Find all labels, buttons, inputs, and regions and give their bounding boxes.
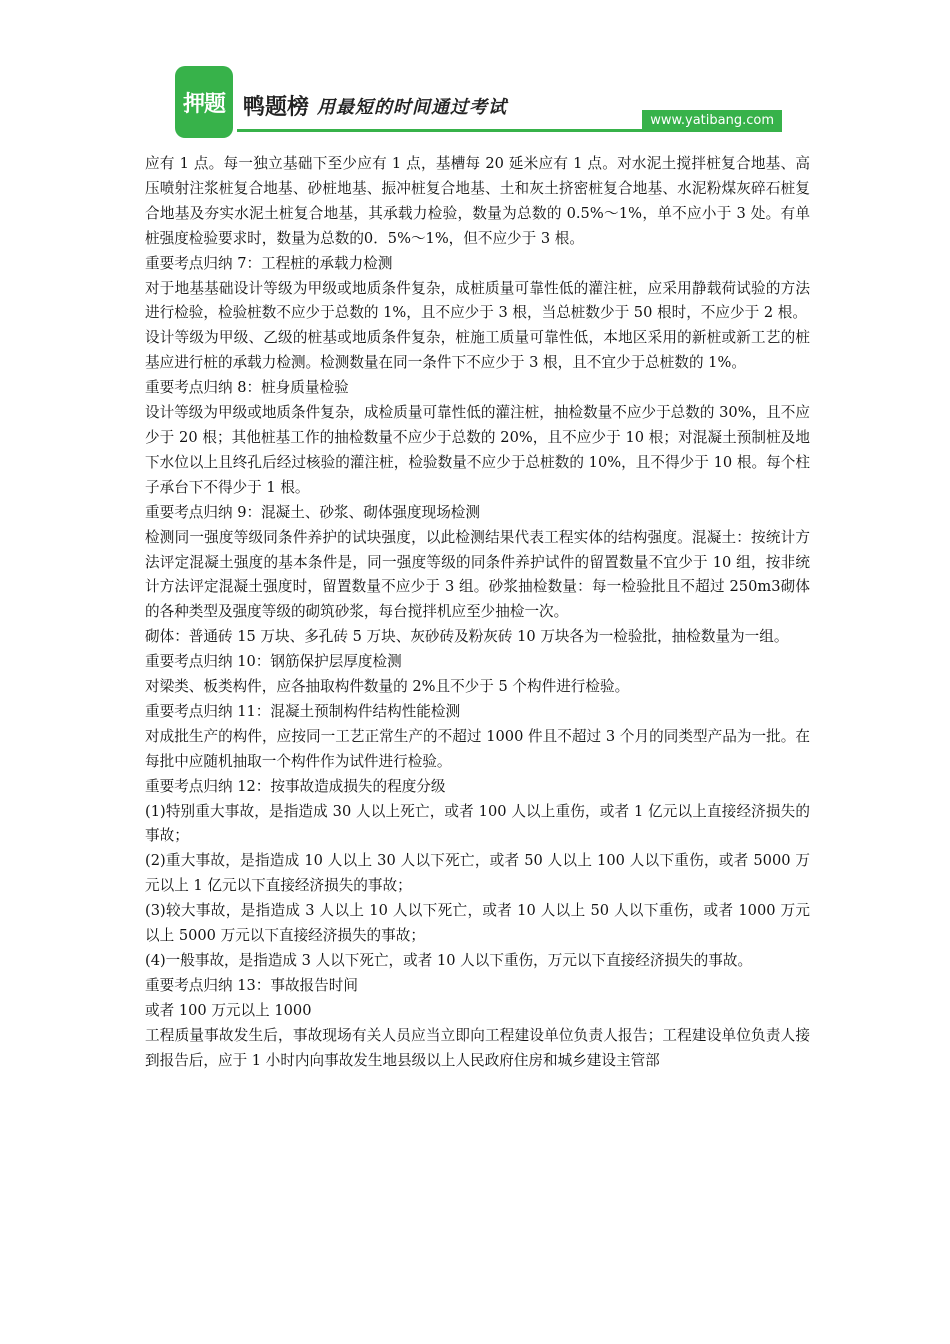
section-heading: 重要考点归纳 11：混凝土预制构件结构性能检测: [145, 702, 461, 720]
logo-text: 押题: [182, 91, 225, 117]
paragraph: 设计等级为甲级、乙级的桩基或地质条件复杂，桩施工质量可靠性低，本地区采用的新桩或新工艺的桩基应进行桩的承载力检测。检测数量在同一条件下不应少于 3 根，且不宜少于总桩数的 1%。: [145, 329, 810, 372]
page-header: [175, 66, 785, 140]
paragraph: 对于地基基础设计等级为甲级或地质条件复杂，成桩质量可靠性低的灌注桩，应采用静载荷试验的方法进行检验，检验桩数不应少于总数的 1%，且不应少于 3 根，当总桩数少于 50 根时，不应少于 2 根。: [145, 279, 810, 322]
paragraph: 砌体：普通砖 15 万块、多孔砖 5 万块、灰砂砖及粉灰砖 10 万块各为一检验批，抽检数量为一组。: [145, 628, 789, 646]
paragraph: 工程质量事故发生后，事故现场有关人员应当立即向工程建设单位负责人报告；工程建设单位负责人接到报告后，应于 1 小时内向事故发生地县级以上人民政府住房和城乡建设主管部: [145, 1026, 810, 1069]
section-heading: 重要考点归纳 9：混凝土、砂浆、砌体强度现场检测: [145, 503, 480, 521]
section-heading: 重要考点归纳 12：按事故造成损失的程度分级: [145, 777, 446, 795]
section-heading: 重要考点归纳 10：钢筋保护层厚度检测: [145, 653, 402, 671]
paragraph: 对成批生产的构件，应按同一工艺正常生产的不超过 1000 件且不超过 3 个月的同类型产品为一批。在每批中应随机抽取一个构件作为试件进行检验。: [145, 727, 810, 770]
paragraph: 对梁类、板类构件，应各抽取构件数量的 2%且不少于 5 个构件进行检验。: [145, 678, 630, 696]
paragraph: 或者 100 万元以上 1000: [145, 1001, 312, 1019]
brand-name: 鸭题榜: [243, 95, 310, 120]
paragraph: 设计等级为甲级或地质条件复杂，成检质量可靠性低的灌注桩，抽检数量不应少于总数的 30%，且不应少于 20 根；其他桩基工作的抽检数量不应少于总数的 20%，且不应少于 10 根；对混凝土预制桩及地下水位以上且终孔后经过核验的灌注桩，检验数量不应少于总桩数的 10%，且不得少于 10 根。每个柱子承台下不得少于 1 根。: [145, 404, 810, 496]
paragraph: 应有 1 点。每一独立基础下至少应有 1 点，基槽每 20 延米应有 1 点。对水泥土搅拌桩复合地基、高压喷射注浆桩复合地基、砂桩地基、振冲桩复合地基、土和灰土挤密桩复合地基、水泥粉煤灰碎石桩复合地基及夯实水泥土桩复合地基，其承载力检验，数量为总数的 0.5%～1%，单不应小于 3 处。有单桩强度检验要求时，数量为总数的0．5%～1%，但不应少于 3 根。: [145, 155, 810, 247]
paragraph: 检测同一强度等级同条件养护的试块强度，以此检测结果代表工程实体的结构强度。混凝土：按统计方法评定混凝土强度的基本条件是，同一强度等级的同条件养护试件的留置数量不宜少于 10 组，按非统计方法评定混凝土强度时，留置数量不应少于 3 组。砂浆抽检数量：每一检验批且不超过 250m3砌体的各种类型及强度等级的砌筑砂浆，每台搅拌机应至少抽检一次。: [145, 528, 810, 621]
section-heading: 重要考点归纳 13：事故报告时间: [145, 976, 358, 994]
slogan: 用最短的时间通过考试: [317, 97, 507, 118]
section-heading: 重要考点归纳 7：工程桩的承载力检测: [145, 254, 393, 272]
list-item: (2)重大事故，是指造成 10 人以上 30 人以下死亡，或者 50 人以上 100 人以下重伤，或者 5000 万元以上 1 亿元以下直接经济损失的事故；: [145, 852, 810, 895]
logo: [175, 66, 233, 138]
section-heading: 重要考点归纳 8：桩身质量检验: [145, 379, 349, 397]
document-body: [145, 152, 810, 1074]
site-url[interactable]: www.yatibang.com: [642, 110, 782, 132]
list-item: (3)较大事故，是指造成 3 人以上 10 人以下死亡，或者 10 人以上 50 人以下重伤，或者 1000 万元以上 5000 万元以下直接经济损失的事故；: [145, 902, 810, 945]
list-item: (4)一般事故，是指造成 3 人以下死亡，或者 10 人以下重伤，万元以下直接经济损失的事故。: [145, 952, 753, 969]
url-bar: [237, 110, 782, 132]
list-item: (1)特别重大事故，是指造成 30 人以上死亡，或者 100 人以上重伤，或者 1 亿元以上直接经济损失的事故；: [145, 802, 810, 845]
